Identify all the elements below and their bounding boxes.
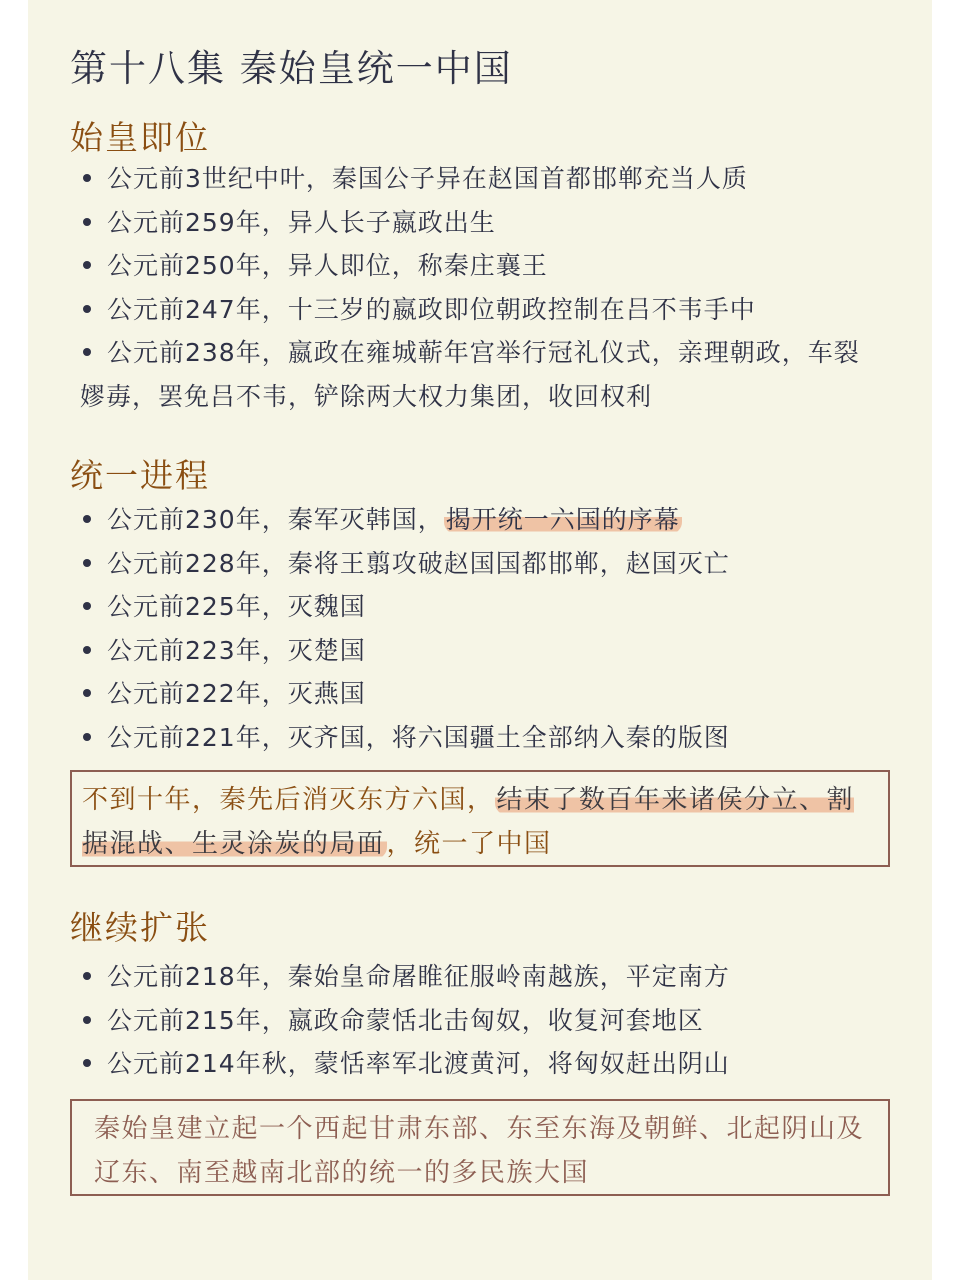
list-item: 公元前222年，灭燕国	[80, 672, 880, 716]
highlighted-text: 结束了数百年来诸侯分立、割据混战、生灵涂炭的局面	[82, 785, 855, 859]
summary-text: ，统一了中国	[386, 829, 552, 859]
unification-list	[80, 498, 880, 759]
list-item: 公元前228年，秦将王翦攻破赵国国都邯郸，赵国灭亡	[80, 542, 880, 586]
page-title: 第十八集 秦始皇统一中国	[70, 47, 513, 90]
section-heading-accession: 始皇即位	[70, 118, 210, 157]
section-heading-expansion: 继续扩张	[70, 908, 210, 947]
list-item: 公元前218年，秦始皇命屠睢征服岭南越族，平定南方	[80, 955, 880, 999]
list-item: 公元前215年，嬴政命蒙恬北击匈奴，收复河套地区	[80, 999, 880, 1043]
list-item: 公元前247年，十三岁的嬴政即位朝政控制在吕不韦手中	[80, 288, 880, 332]
list-item: 公元前259年，异人长子嬴政出生	[80, 201, 880, 245]
list-item: 公元前214年秋，蒙恬率军北渡黄河，将匈奴赶出阴山	[80, 1042, 880, 1086]
list-item: 公元前250年，异人即位，称秦庄襄王	[80, 244, 880, 288]
summary-text: 不到十年，秦先后消灭东方六国，	[82, 785, 495, 815]
section-heading-unification: 统一进程	[70, 456, 210, 495]
list-item: 公元前3世纪中叶，秦国公子异在赵国首都邯郸充当人质	[80, 157, 880, 201]
expansion-list	[80, 955, 880, 1086]
list-item: 公元前223年，灭楚国	[80, 629, 880, 673]
summary-box-expansion: 秦始皇建立起一个西起甘肃东部、东至东海及朝鲜、北起阴山及辽东、南至越南北部的统一的多民族大国	[70, 1099, 890, 1196]
list-item: 公元前225年，灭魏国	[80, 585, 880, 629]
highlighted-text: 揭开统一六国的序幕	[445, 505, 680, 534]
list-item-text: 公元前230年，秦军灭韩国，	[107, 505, 444, 534]
summary-box-unification	[70, 770, 890, 867]
list-item: 公元前238年，嬴政在雍城蕲年宫举行冠礼仪式，亲理朝政，车裂嫪毐，罢免吕不韦，铲除两大权力集团，收回权利	[80, 331, 880, 418]
accession-list	[80, 157, 880, 418]
list-item	[80, 498, 880, 542]
list-item: 公元前221年，灭齐国，将六国疆土全部纳入秦的版图	[80, 716, 880, 760]
